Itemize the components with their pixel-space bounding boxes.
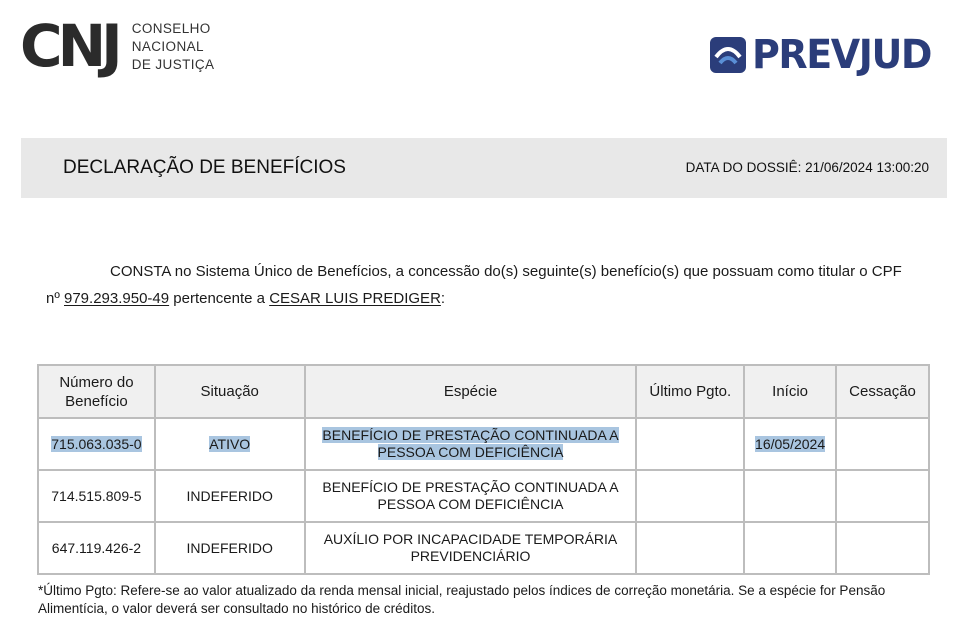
cell-inicio [744, 522, 836, 574]
cell-situacao: INDEFERIDO [155, 522, 305, 574]
intro-text-2: pertencente a [169, 290, 270, 307]
intro-text-1: CONSTA no Sistema Único de Benefícios, a concessão do(s) seguinte(s) benefício(s) que possuam como titular o CPF nº [46, 263, 902, 307]
cnj-logo [20, 12, 215, 80]
footnote: *Último Pgto: Refere-se ao valor atualizado da renda mensal inicial, reajustado pelos índices de correção monetária. Se a espécie for Pensão Alimentícia, o valor deverá ser consultado no histórico de créditos. [38, 583, 886, 616]
cpf-value: 979.293.950-49 [64, 290, 170, 307]
table-row [38, 418, 929, 470]
header-cessacao: Cessação [836, 365, 929, 418]
cell-ultimo-pgto [636, 470, 744, 522]
cnj-mark: CNJ [20, 12, 118, 80]
prevjud-logo [710, 32, 940, 78]
title-bar [21, 138, 947, 198]
cell-ultimo-pgto [636, 418, 744, 470]
cnj-line-2: NACIONAL [131, 39, 204, 54]
intro-paragraph [46, 258, 916, 312]
cell-cessacao [836, 470, 929, 522]
cell-especie: AUXÍLIO POR INCAPACIDADE TEMPORÁRIA PREVIDENCIÁRIO [305, 522, 637, 574]
cell-cessacao [836, 522, 929, 574]
cell-numero [38, 418, 155, 470]
prevjud-wordmark: PREVJUD [751, 32, 931, 78]
header-numero: Número do Benefício [38, 365, 155, 418]
header-ultimo-pgto: Último Pgto. [636, 365, 744, 418]
cnj-name [132, 20, 215, 74]
cell-numero: 714.515.809-5 [38, 470, 155, 522]
cell-text: ATIVO [209, 435, 251, 452]
header-situacao: Situação [155, 365, 305, 418]
cell-ultimo-pgto [636, 522, 744, 574]
header-inicio: Início [744, 365, 836, 418]
cell-text: 16/05/2024 [755, 435, 826, 452]
page-title: DECLARAÇÃO DE BENEFÍCIOS [63, 157, 346, 178]
cnj-line-1: CONSELHO [131, 21, 211, 36]
table-row [38, 470, 929, 522]
table-header-row [38, 365, 929, 418]
cell-situacao: INDEFERIDO [155, 470, 305, 522]
dossier-date: DATA DO DOSSIÊ: 21/06/2024 13:00:20 [685, 160, 929, 175]
cell-text: 715.063.035-0 [51, 435, 142, 452]
holder-name: CESAR LUIS PREDIGER [269, 290, 441, 307]
cnj-line-3: DE JUSTIÇA [131, 57, 215, 72]
header-especie: Espécie [305, 365, 637, 418]
table-row [38, 522, 929, 574]
intro-text-3: : [440, 290, 446, 307]
cell-especie: BENEFÍCIO DE PRESTAÇÃO CONTINUADA A PESSOA COM DEFICIÊNCIA [305, 470, 637, 522]
cell-cessacao [836, 418, 929, 470]
cell-situacao [155, 418, 305, 470]
cell-especie [305, 418, 637, 470]
cell-text: BENEFÍCIO DE PRESTAÇÃO CONTINUADA A PESSOA COM DEFICIÊNCIA [322, 427, 619, 460]
cell-inicio [744, 418, 836, 470]
cell-numero: 647.119.426-2 [38, 522, 155, 574]
benefits-table [37, 364, 930, 575]
prevjud-icon [710, 37, 746, 73]
cell-inicio [744, 470, 836, 522]
